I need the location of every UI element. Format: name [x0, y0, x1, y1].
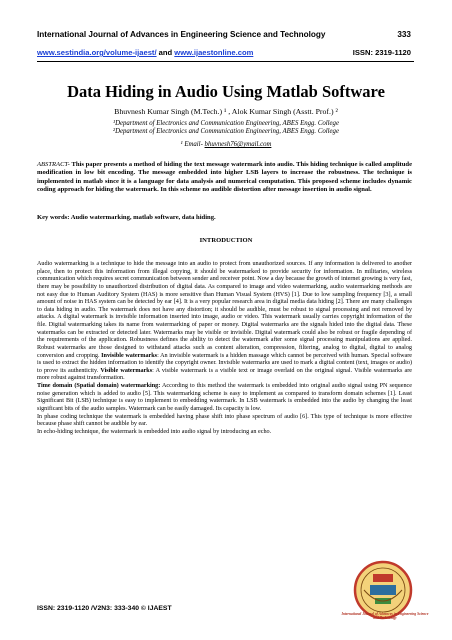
paragraph-text: : An invisible watermark is a hidden massage which cannot be perceived with human. Special software is used to extract the hidden information to identify the copyright owner. Invisible watermarks are used to mark a digital content (text, images or audio) to prove its authenticity.	[37, 352, 412, 374]
section-heading-introduction: INTRODUCTION	[199, 237, 253, 244]
paragraph-text: According to this method the watermark is embedded into original audio signal using PN sequence noise generation which is added to audio [5]. This watermarking scheme is easy to implement as compared to transform domain schemes [1]. Least Significant Bit (LSB) technique is easy to implement to embedding watermark. In LSB watermark is embedded into the audio by changing the least significant bits of the audio samples. Watermark can be easily damaged. Its capacity is low.	[37, 383, 412, 412]
logo-caption: International Journal of Advances in Engineering Science and Technology	[341, 612, 429, 620]
journal-title: International Journal of Advances in Engineering Science and Technology	[37, 30, 326, 39]
paragraph-text: Audio watermarking is a technique to hide the message into an audio to protect from unauthorized sources. If any information is delivered to another place, then to protect this information from illegal copying, it should be watermarked to provide security for information. In militaries, wireless communication which requires secret communication between sender and receiver point. Now a day because the growth of internet growing is very fast, there may be possibility to unauthorized distribution of digital data. As compared to image and video watermarking, audio watermarking methods are not easy due to Human Auditory System (HAS) is more sensitive than Human Visual System (HVS) [1]. Due to low sampling frequency [3], a small amount of noise in HAS system can be detected by ear [4]. It is a very popular research area in digital media data hiding [2]. There are many challenges to data hiding in audio. The watermark does not have any distortion; it should be audible, must be robust to signal processing and not removed by attacks. A digital watermark is invisible information inserted into image, audio or video. This watermark usually carries copyright information of the file. Digital watermarking takes its name from watermarking of paper or money. Digital watermarks are the signals hided into the digital data. These watermarks can be extracted or detected later. Watermarks may be visible or invisible. Digital watermark could also be robust or fragile depending of the requirements of the application. Robustness defines the ability to detect the watermark after some signal processing manipulations are applied. Robust watermarks are those designed to withstand attacks such as content alteration, compression, filtering, analog to digital, digital to analog conversion and cropping.	[37, 261, 412, 359]
email-label: ¹ Email-	[180, 141, 203, 148]
abstract-label: ABSTRACT-	[37, 161, 70, 168]
body-paragraph-1	[37, 261, 412, 383]
issn-header: ISSN: 2319-1120	[352, 48, 411, 57]
introduction-body	[37, 261, 412, 436]
header-divider	[37, 61, 414, 62]
paragraph-text: : A visible watermark is a visible text or image overlaid on the original signal. Visible watermarks are more robust against transformation.	[37, 367, 413, 382]
affiliation-2: ²Department of Electronics and Communication Engineering, ABES Engg. College	[113, 128, 339, 135]
affiliation-1: ¹Department of Electronics and Communication Engineering, ABES Engg. College	[113, 120, 339, 127]
body-paragraph-2	[37, 383, 412, 414]
keywords: Key words: Audio watermarking, matlab software, data hiding.	[37, 214, 216, 221]
abstract	[37, 161, 412, 195]
email-address[interactable]: bhuvnesh76@ymail.com	[204, 141, 272, 148]
journal-logo	[352, 560, 414, 620]
page-number: 333	[397, 30, 411, 39]
journal-url-link-1[interactable]: www.sestindia.org/volume-ijaest/	[37, 48, 157, 57]
paper-title: Data Hiding in Audio Using Matlab Software	[67, 82, 385, 101]
body-paragraph-3: In phase coding technique the watermark is embedded having phase shift into phase spectrum of audio [6]. This type of technique is more effective because phase shift cannot be audible by ear.	[37, 413, 412, 428]
author-email	[0, 141, 452, 148]
visible-watermarks-label: Visible watermarks	[100, 367, 153, 374]
body-paragraph-4: In echo-hiding technique, the watermark is embedded into audio signal by introducing an echo.	[37, 428, 272, 435]
url-separator: and	[156, 48, 175, 57]
journal-urls	[37, 48, 253, 57]
footer-issn: ISSN: 2319-1120 /V2N3: 333-340 © IJAEST	[37, 605, 172, 612]
invisible-watermarks-label: Invisible watermarks	[101, 352, 158, 359]
journal-url-link-2[interactable]: www.ijaestonline.com	[174, 48, 254, 57]
abstract-text: This paper presents a method of hiding the text message watermark into audio. This hiding technique is called amplitude modification in low bit encoding. The message embedded into higher LSB layers to increase the robustness. The technique is implemented in matlab since it is a language for data analysis and numerical computation. This proposed scheme includes dynamic coding approach for hiding the watermark. In this scheme no audible distortion after message insertion in audio signal.	[37, 161, 412, 194]
paper-authors: Bhuvnesh Kumar Singh (M.Tech.) ¹ , Alok Kumar Singh (Asstt. Prof.) ²	[114, 107, 338, 116]
time-domain-label: Time domain (Spatial domain) watermarking:	[37, 383, 161, 389]
